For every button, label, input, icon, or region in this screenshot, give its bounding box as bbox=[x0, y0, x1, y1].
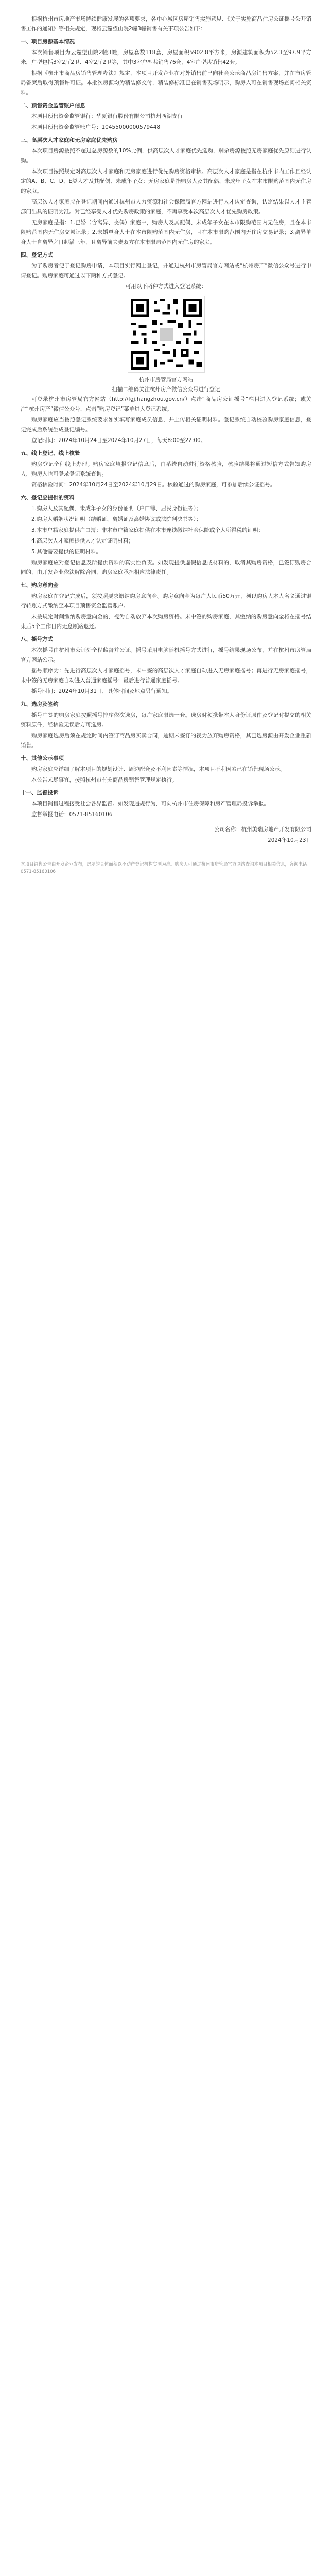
announcement-page bbox=[0, 0, 332, 891]
section-paragraph: 本项目预售资金监管银行：华夏银行股份有限公司杭州西湖支行 bbox=[31, 113, 183, 120]
section-title: 一、项目房源基本情况 bbox=[21, 39, 75, 45]
section-paragraph: 购房登记全程线上办理。购房家庭填报登记信息后，由系统自动进行资格核验，核验结果将通过短信方式告知购房人，购房人也可登录登记系统查询。 bbox=[21, 461, 311, 477]
section-paragraph: 根据《杭州市商品房销售管理办法》规定，本项目开发企业在对外销售前已向社会公示商品房销售方案，并在市房管局备案后取得预售许可证。本批次房源均为精装修交付，精装修标准已在销售现场明示，购房人可在销售现场查阅相关资料。 bbox=[21, 70, 311, 96]
section-title: 十一、监督投诉 bbox=[21, 790, 59, 796]
section-paragraph: 4.高层次人才家庭提供人才认定证明材料； bbox=[31, 538, 134, 544]
section-paragraph: 登记时间：2024年10月24日至2024年10月27日，每天8:00至22:00。 bbox=[31, 437, 206, 444]
section-paragraph: 1.购房人及其配偶、未成年子女的身份证明（户口簿、居民身份证等）； bbox=[31, 505, 202, 512]
section-paragraph: 本次摇号由杭州市公证处全程监督并公证。摇号采用电脑随机摇号方式进行，摇号结果现场公布，并在杭州市房管局官方网站公示。 bbox=[21, 647, 311, 663]
section-paragraph: 未按规定时间缴纳购房意向金的，视为自动放弃本次购房资格。未中签的购房家庭，其缴纳的购房意向金将在摇号结束后5个工作日内无息原路退还。 bbox=[21, 614, 311, 630]
section-paragraph: 购房家庭在登记完成后，须按照要求缴纳购房意向金。购房意向金为每户人民币50万元，须以购房人本人名义通过银行转账方式缴纳至本项目预售资金监管账户。 bbox=[21, 593, 311, 609]
section-paragraph: 资格核验时间：2024年10月24日至2024年10月29日。核验通过的购房家庭，可参加后续公证摇号。 bbox=[31, 482, 276, 488]
section-paragraph: 无房家庭是指：1.已婚（含离异、丧偶）家庭中，购房人及其配偶、未成年子女在本市限购范围内无住房，且在本市限购范围内无住房交易记录；2.未婚单身人士在本市限购范围内无住房，且在本市限购范围内无住房交易记录；3.离异单身人士自离异之日起满三年，且离异前夫妻双方在本市限购范围内无住房的家庭。 bbox=[21, 219, 311, 245]
sections-part-2 bbox=[21, 395, 311, 820]
qr-caption-2: 扫描二维码关注杭州房产微信公众号进行登记 bbox=[112, 386, 220, 393]
section-paragraph: 5.其他需要提供的证明材料。 bbox=[31, 549, 102, 555]
section-title: 九、选房及签约 bbox=[21, 701, 59, 707]
qr-code-wrapper bbox=[21, 296, 311, 373]
section-paragraph: 监督举报电话：0571-85160106 bbox=[31, 811, 113, 818]
section-title: 十、其他公示事项 bbox=[21, 755, 64, 761]
signature-date: 2024年10月23日 bbox=[268, 837, 311, 843]
section-title: 四、登记方式 bbox=[21, 252, 53, 258]
section-paragraph: 本公告未尽事宜，按照杭州市有关商品房销售管理规定执行。 bbox=[31, 777, 178, 783]
section-paragraph: 本项目预售资金监管账户号：10455000000579448 bbox=[31, 124, 161, 130]
section-title: 八、摇号方式 bbox=[21, 636, 53, 642]
qr-caption-1: 杭州市房管局官方网站 bbox=[139, 377, 193, 383]
section-paragraph: 本次项目房源按照不超过总房源数的10%比例，供高层次人才家庭优先选购，剩余房源按照无房家庭优先原则进行认购。 bbox=[21, 148, 311, 164]
section-paragraph: 3.本市户籍家庭提供户口簿；非本市户籍家庭提供在本市连续缴纳社会保险或个人所得税的证明； bbox=[31, 527, 264, 533]
footer-note: 本项目销售公告由开发企业发布，房屋的具体面积以不动产登记机构实测为准。购房人可通过杭州市房管局官方网站查询本项目相关信息，咨询电话：0571-85160106。 bbox=[21, 862, 311, 874]
section-paragraph: 购房家庭应当按照登记系统要求如实填写家庭成员信息，并上传相关证明材料。登记系统自动校验购房家庭信息，登记完成后系统生成登记编号。 bbox=[21, 417, 311, 433]
qr-caption-top: 可用以下两种方式进入登记系统： bbox=[125, 283, 207, 290]
section-paragraph: 购房家庭应对登记信息及所提供资料的真实性负责。如发现提供虚假信息或材料的，取消其购房资格，已签订购房合同的，由开发企业依法解除合同，购房家庭承担相应法律责任。 bbox=[21, 560, 311, 575]
section-title: 六、登记应提供的资料 bbox=[21, 495, 75, 501]
section-paragraph: 摇号顺序为：先进行高层次人才家庭摇号，未中签的高层次人才家庭自动进入无房家庭摇号；再进行无房家庭摇号，未中签的无房家庭自动进入普通家庭摇号；最后进行普通家庭摇号。 bbox=[21, 668, 311, 684]
section-paragraph: 购房家庭应详细了解本项目的规划设计、周边配套及不利因素等情况，本项目不利因素已在销售现场公示。 bbox=[31, 766, 286, 772]
section-paragraph: 本项目销售过程接受社会各界监督。如发现违规行为，可向杭州市住房保障和房产管理局投诉举报。 bbox=[31, 801, 269, 807]
qr-code-icon[interactable] bbox=[128, 296, 205, 373]
section-paragraph: 2.购房人婚姻状况证明（结婚证、离婚证及离婚协议或法院判决书等）； bbox=[31, 516, 202, 522]
section-paragraph: 摇号时间：2024年10月31日，具体时间及地点另行通知。 bbox=[31, 688, 172, 694]
section-paragraph: 购房家庭选房后须在规定时间内签订商品房买卖合同，逾期未签订的视为放弃购房资格，其已选房源由开发企业重新销售。 bbox=[21, 733, 311, 749]
intro-paragraph: 根据杭州市房地产市场持续健康发展的各项要求，各中心城区房屋销售实施意见、《关于实施商品住房公证摇号公开销售工作的通知》等相关规定，现将云麓望山院2幢3幢销售有关事项公告如下： bbox=[21, 16, 311, 32]
section-title: 三、高层次人才家庭和无房家庭优先购房 bbox=[21, 137, 118, 143]
section-title: 二、预售资金监管账户信息 bbox=[21, 103, 85, 109]
section-paragraph: 为了购房者便于登记购房申请，本项目实行网上登记，并通过杭州市房管局官方网站或“杭州房产”微信公众号进行申请登记。购房家庭可通过以下两种方式登记。 bbox=[21, 263, 311, 279]
section-paragraph: 本次销售项目为云麓望山院2幢3幢，房屋套数118套，房屋面积5902.8平方米，房源建筑面积为52.3至97.9平方米，户型包括3室2厅2卫、4室2厅2卫等，其中3室户型共销售76套，4室户型共销售42套。 bbox=[21, 49, 311, 65]
section-paragraph: 可登录杭州市房管局官方网站（http://fgj.hangzhou.gov.cn/）点击“商品房公证摇号”栏目进入登记系统；或关注“杭州房产”微信公众号，点击“购房登记”菜单进入登记系统。 bbox=[21, 396, 311, 412]
section-title: 七、购房意向金 bbox=[21, 582, 59, 588]
section-paragraph: 本次项目按照规定对高层次人才家庭和无房家庭进行优先购房资格审核。高层次人才家庭是指在杭州市内工作且经认定的A、B、C、D、E类人才及其配偶、未成年子女；无房家庭是指购房人及其配偶、未成年子女在本市限购范围内无住房的家庭。 bbox=[21, 168, 311, 194]
section-title: 五、线上登记、线上核验 bbox=[21, 450, 80, 456]
section-paragraph: 高层次人才家庭应在登记期间内通过杭州市人力资源和社会保障局官方网站进行人才认定查询，认定结果以人才主管部门出具的证明为准。对已经享受人才优先购房政策的家庭，不再享受本次高层次人才优先购房政策。 bbox=[21, 199, 311, 215]
signature-company: 公司名称：杭州美瑞房地产开发有限公司 bbox=[214, 826, 311, 833]
sections-part-1 bbox=[21, 37, 311, 281]
section-paragraph: 摇号中签的购房家庭按照摇号排序依次选房，每户家庭限选一套。选房时须携带本人身份证原件及登记时提交的相关资料原件，经核验无误后方可选房。 bbox=[21, 712, 311, 728]
